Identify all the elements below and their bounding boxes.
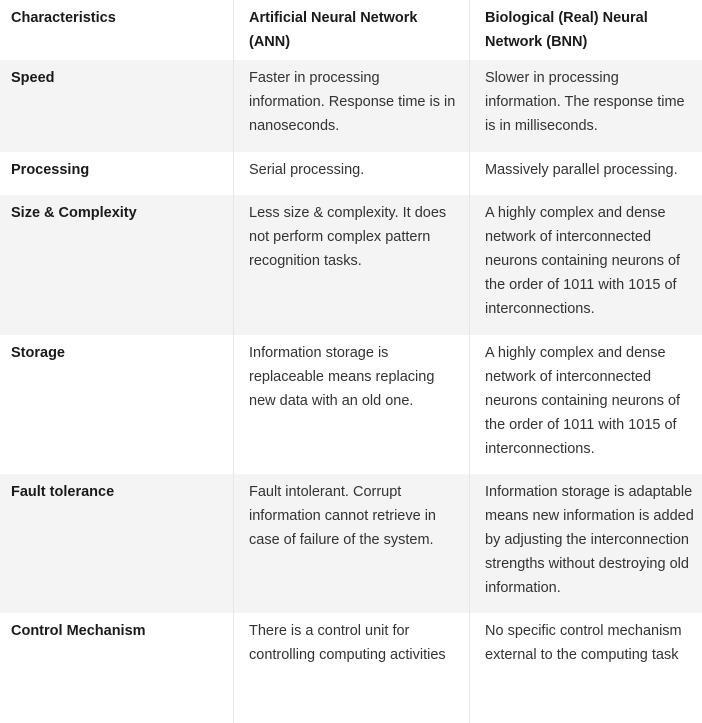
ann-cell: Faster in processing information. Response time is in nanoseconds. bbox=[233, 60, 469, 152]
bnn-cell: A highly complex and dense network of interconnected neurons containing neurons of the order of 1011 with 1015 of interconnections. bbox=[469, 195, 702, 335]
row-label: Size & Complexity bbox=[0, 195, 233, 335]
row-label: Speed bbox=[0, 60, 233, 152]
bnn-cell: Information storage is adaptable means new information is added by adjusting the interconnection strengths without destroying old information. bbox=[469, 474, 702, 613]
ann-cell: There is a control unit for controlling computing activities bbox=[233, 613, 469, 723]
bnn-cell: Slower in processing information. The response time is in milliseconds. bbox=[469, 60, 702, 152]
ann-cell: Fault intolerant. Corrupt information cannot retrieve in case of failure of the system. bbox=[233, 474, 469, 613]
bnn-cell: No specific control mechanism external to the computing task bbox=[469, 613, 702, 723]
row-label: Control Mechanism bbox=[0, 613, 233, 723]
row-label: Processing bbox=[0, 152, 233, 195]
header-bnn: Biological (Real) Neural Network (BNN) bbox=[469, 0, 702, 60]
row-label: Storage bbox=[0, 335, 233, 474]
bnn-cell: A highly complex and dense network of interconnected neurons containing neurons of the order of 1011 with 1015 of interconnections. bbox=[469, 335, 702, 474]
ann-cell: Information storage is replaceable means replacing new data with an old one. bbox=[233, 335, 469, 474]
header-ann: Artificial Neural Network (ANN) bbox=[233, 0, 469, 60]
header-characteristics: Characteristics bbox=[0, 0, 233, 60]
ann-cell: Serial processing. bbox=[233, 152, 469, 195]
row-label: Fault tolerance bbox=[0, 474, 233, 613]
bnn-cell: Massively parallel processing. bbox=[469, 152, 702, 195]
ann-cell: Less size & complexity. It does not perform complex pattern recognition tasks. bbox=[233, 195, 469, 335]
